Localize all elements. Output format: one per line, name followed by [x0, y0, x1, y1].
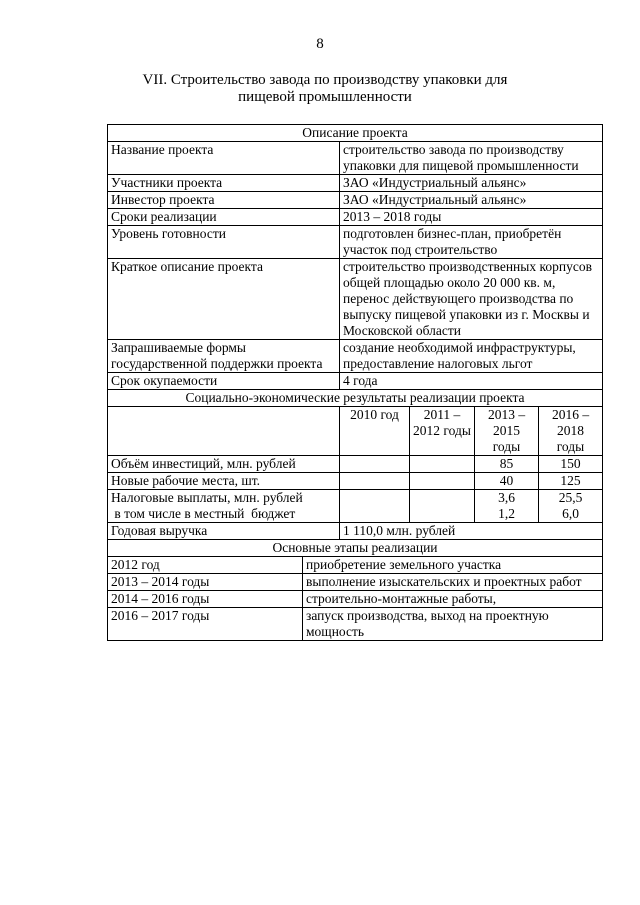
cell [410, 490, 475, 523]
table-row [108, 373, 603, 390]
tax-2016: 25,5 [558, 490, 583, 505]
table-row [108, 557, 603, 574]
cell [539, 490, 603, 523]
row-label: Запрашиваемые формы государственной поддержки проекта [108, 340, 340, 373]
tax-2013: 3,6 [498, 490, 515, 505]
row-value: ЗАО «Индустриальный альянс» [340, 175, 603, 192]
payback-value: 4 года [340, 373, 603, 390]
description-header: Описание проекта [108, 125, 603, 142]
row-value: 2013 – 2018 годы [340, 209, 603, 226]
cell: 150 [539, 456, 603, 473]
stage-period: 2014 – 2016 годы [108, 591, 303, 608]
table-row [108, 456, 603, 473]
results-corner-cell [108, 407, 340, 456]
table-row [108, 175, 603, 192]
local-2016: 6,0 [562, 506, 579, 521]
stage-text: запуск производства, выход на проектную мощность [303, 608, 603, 641]
project-table [107, 124, 603, 641]
cell: 85 [475, 456, 539, 473]
local-2013: 1,2 [498, 506, 515, 521]
row-value: строительство завода по производству упаковки для пищевой промышленности [340, 142, 603, 175]
table-row [108, 574, 603, 591]
payback-label: Срок окупаемости [108, 373, 340, 390]
local-budget-label: в том числе в местный бюджет [111, 506, 296, 521]
stage-period: 2013 – 2014 годы [108, 574, 303, 591]
table-row [108, 523, 603, 540]
row-label: Инвестор проекта [108, 192, 340, 209]
results-header: Социально-экономические результаты реализации проекта [108, 390, 603, 407]
table-row [108, 340, 603, 373]
revenue-label: Годовая выручка [108, 523, 340, 540]
row-value: ЗАО «Индустриальный альянс» [340, 192, 603, 209]
cell [410, 456, 475, 473]
tax-label: Налоговые выплаты, млн. рублей [111, 490, 303, 505]
column-header: 2010 год [340, 407, 410, 456]
table-row [108, 192, 603, 209]
cell: 125 [539, 473, 603, 490]
section-heading: VII. Строительство завода по производству упаковки для пищевой промышленности [142, 72, 508, 105]
column-header: 2013 – 2015 годы [475, 407, 539, 456]
table-row [108, 473, 603, 490]
stage-period: 2012 год [108, 557, 303, 574]
revenue-value: 1 110,0 млн. рублей [340, 523, 603, 540]
stages-header: Основные этапы реализации [108, 540, 603, 557]
row-value: подготовлен бизнес-план, приобретён участок под строительство [340, 226, 603, 259]
results-column-header-row [108, 407, 603, 456]
row-value: создание необходимой инфраструктуры, предоставление налоговых льгот [340, 340, 603, 373]
row-label: Объём инвестиций, млн. рублей [108, 456, 340, 473]
cell: 40 [475, 473, 539, 490]
table-row [108, 226, 603, 259]
row-label: Сроки реализации [108, 209, 340, 226]
stage-text: выполнение изыскательских и проектных работ [303, 574, 603, 591]
column-header: 2016 – 2018 годы [539, 407, 603, 456]
table-row [108, 490, 603, 523]
stage-text: приобретение земельного участка [303, 557, 603, 574]
row-label [108, 490, 340, 523]
cell [340, 490, 410, 523]
stage-period: 2016 – 2017 годы [108, 608, 303, 641]
cell [410, 473, 475, 490]
table-row [108, 608, 603, 641]
cell [340, 456, 410, 473]
cell [475, 490, 539, 523]
row-label: Уровень готовности [108, 226, 340, 259]
page-number: 8 [316, 36, 324, 52]
table-row [108, 209, 603, 226]
cell [340, 473, 410, 490]
table-row [108, 142, 603, 175]
row-label: Название проекта [108, 142, 340, 175]
row-value: строительство производственных корпусов общей площадью около 20 000 кв. м, перенос действующего производства по выпуску пищевой упаковки из г. Москвы и Московской области [340, 259, 603, 340]
stage-text: строительно-монтажные работы, [303, 591, 603, 608]
table-row [108, 591, 603, 608]
row-label: Новые рабочие места, шт. [108, 473, 340, 490]
column-header: 2011 – 2012 годы [410, 407, 475, 456]
table-row [108, 259, 603, 340]
row-label: Краткое описание проекта [108, 259, 340, 340]
row-label: Участники проекта [108, 175, 340, 192]
